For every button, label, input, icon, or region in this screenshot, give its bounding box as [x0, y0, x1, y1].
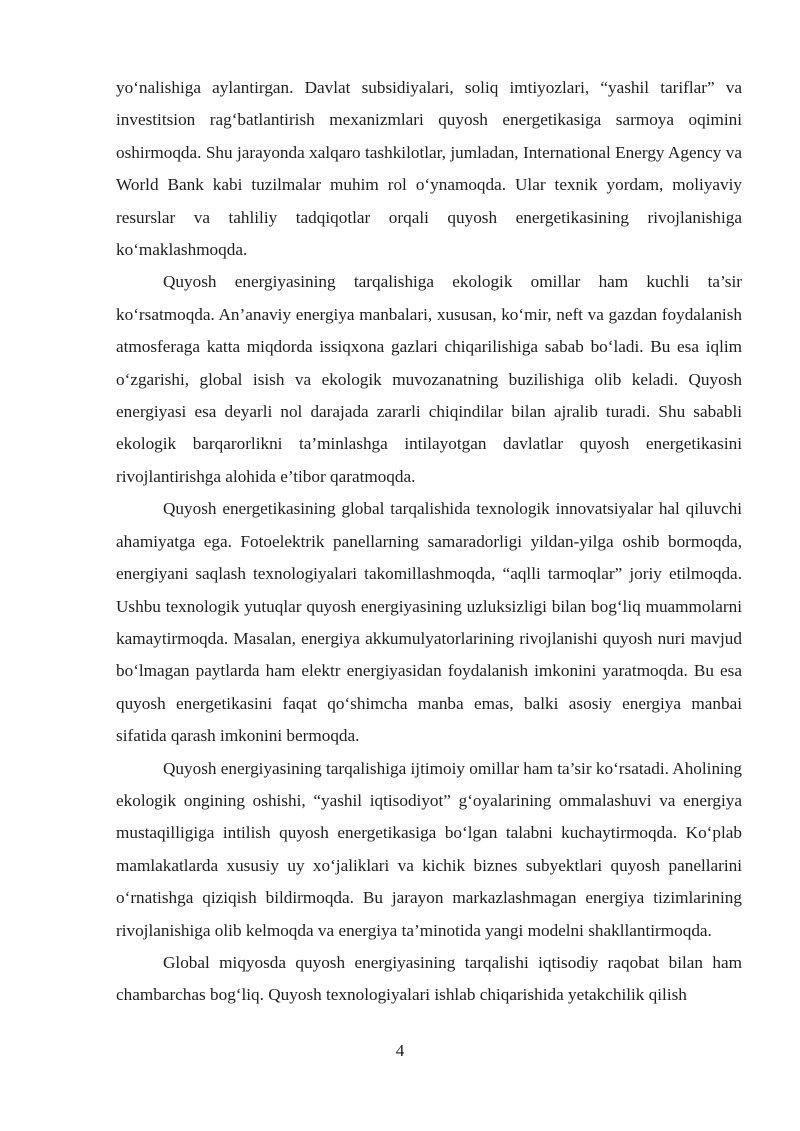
paragraph-2: Quyosh energiyasining tarqalishiga ekologik omillar ham kuchli ta’sir ko‘rsatmoqda. An’anaviy energiya manbalari, xususan, ko‘mir, neft va gazdan foydalanish atmosferaga katta miqdorda issiqxona gazlari chiqarilishiga sabab bo‘ladi. Bu esa iqlim o‘zgarishi, global isish va ekologik muvozanatning buzilishiga olib keladi. Quyosh energiyasi esa deyarli nol darajada zararli chiqindilar bilan ajralib turadi. Shu sababli ekologik barqarorlikni ta’minlashga intilayotgan davlatlar quyosh energetikasini rivojlantirishga alohida e’tibor qaratmoqda. — [116, 272, 742, 486]
page-number: 4 — [395, 1041, 405, 1060]
body-text — [116, 72, 742, 1012]
paragraph-3: Quyosh energetikasining global tarqalishida texnologik innovatsiyalar hal qiluvchi ahamiyatga ega. Fotoelektrik panellarning samaradorligi yildan-yilga oshib bormoqda, energiyani saqlash texnologiyalari takomillashmoqda, “aqlli tarmoqlar” joriy etilmoqda. Ushbu texnologik yutuqlar quyosh energiyasining uzluksizligi bilan bog‘liq muammolarni kamaytirmoqda. Masalan, energiya akkumulyatorlarining rivojlanishi quyosh nuri mavjud bo‘lmagan paytlarda ham elektr energiyasidan foydalanish imkonini yaratmoqda. Bu esa quyosh energetikasini faqat qo‘shimcha manba emas, balki asosiy energiya manbai sifatida qarash imkonini bermoqda. — [116, 499, 742, 746]
paragraph-4: Quyosh energiyasining tarqalishiga ijtimoiy omillar ham ta’sir ko‘rsatadi. Aholining ekologik ongining oshishi, “yashil iqtisodiyot” g‘oyalarining ommalashuvi va energiya mustaqilligiga intilish quyosh energetikasiga bo‘lgan talabni kuchaytirmoqda. Ko‘plab mamlakatlarda xususiy uy xo‘jaliklari va kichik biznes subyektlari quyosh panellarini o‘rnatishga qiziqish bildirmoqda. Bu jarayon markazlashmagan energiya tizimlarining rivojlanishiga olib kelmoqda va energiya ta’minotida yangi modelni shakllantirmoqda. — [116, 758, 742, 940]
paragraph-5: Global miqyosda quyosh energiyasining tarqalishi iqtisodiy raqobat bilan ham chambarchas bog‘liq. Quyosh texnologiyalari ishlab chiqarishida yetakchilik qilish — [116, 952, 742, 1005]
paragraph-1: yo‘nalishiga aylantirgan. Davlat subsidiyalari, soliq imtiyozlari, “yashil tariflar” va investitsion rag‘batlantirish mexanizmlari quyosh energetikasiga sarmoya oqimini oshirmoqda. Shu jarayonda xalqaro tashkilotlar, jumladan, International Energy Agency va World Bank kabi tuzilmalar muhim rol o‘ynamoqda. Ular texnik yordam, moliyaviy resurslar va tahliliy tadqiqotlar orqali quyosh energetikasining rivojlanishiga ko‘maklashmoqda. — [116, 78, 742, 260]
